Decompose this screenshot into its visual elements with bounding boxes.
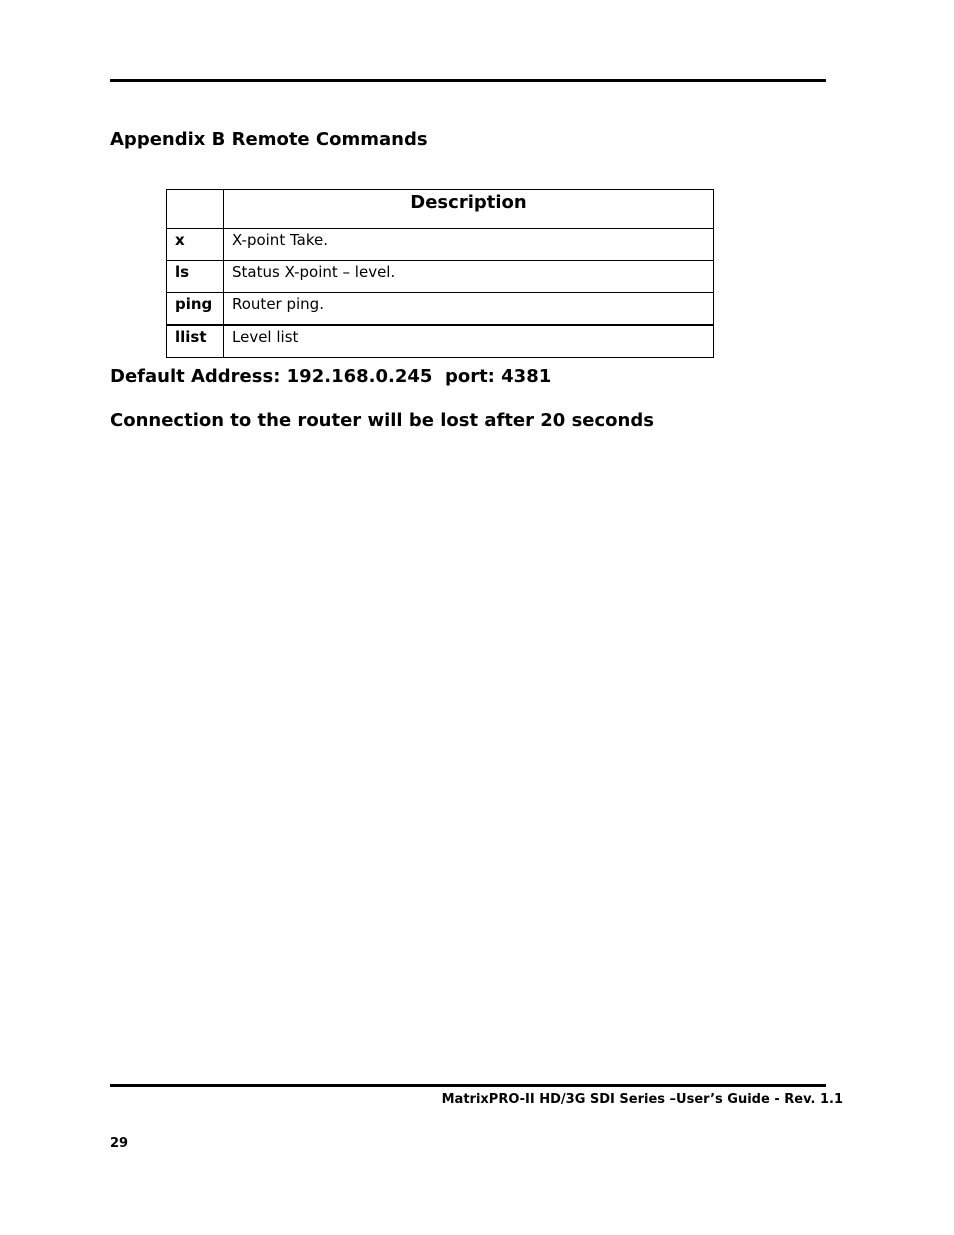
table-row — [167, 325, 714, 358]
connection-timeout-note: Connection to the router will be lost after 20 seconds — [110, 410, 654, 431]
appendix-title: Appendix B Remote Commands — [110, 129, 428, 150]
command-cell: ping — [167, 293, 224, 326]
table-row — [167, 261, 714, 293]
description-cell: Status X-point – level. — [224, 261, 714, 293]
header-rule — [110, 79, 826, 82]
footer-rule — [110, 1084, 826, 1087]
command-column-header — [167, 190, 224, 229]
table-header-row — [167, 190, 714, 229]
remote-commands-table — [166, 189, 714, 358]
table-row — [167, 229, 714, 261]
page-number: 29 — [110, 1136, 129, 1151]
description-column-header: Description — [224, 190, 714, 229]
command-cell: ls — [167, 261, 224, 293]
table-row — [167, 293, 714, 326]
command-cell: llist — [167, 325, 224, 358]
default-address-heading: Default Address: 192.168.0.245 port: 4381 — [110, 366, 552, 387]
description-cell: Router ping. — [224, 293, 714, 326]
description-cell: Level list — [224, 325, 714, 358]
footer-document-title: MatrixPRO-II HD/3G SDI Series –User’s Guide - Rev. 1.1 — [441, 1092, 843, 1107]
description-cell: X-point Take. — [224, 229, 714, 261]
command-cell: x — [167, 229, 224, 261]
